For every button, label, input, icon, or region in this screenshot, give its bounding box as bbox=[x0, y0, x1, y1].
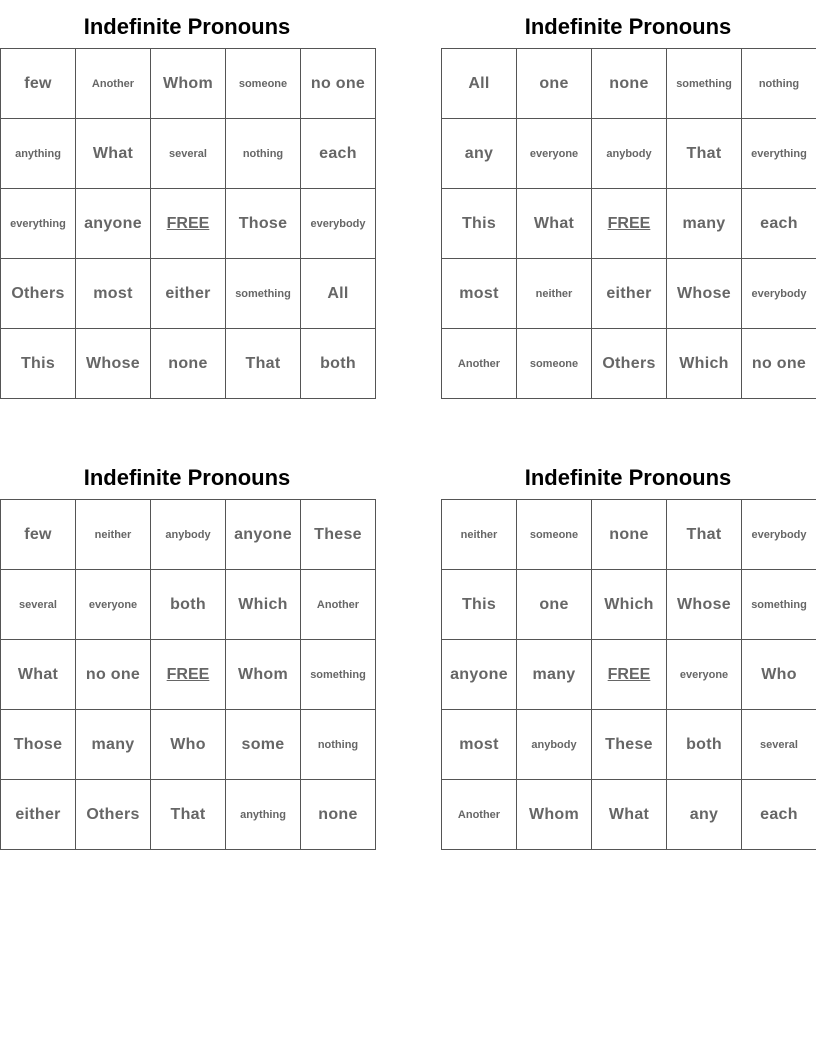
card-title: Indefinite Pronouns bbox=[524, 14, 732, 39]
grid-row bbox=[1, 119, 376, 189]
grid-cell: Others bbox=[76, 780, 151, 850]
grid-row bbox=[1, 640, 376, 710]
grid-row bbox=[442, 49, 816, 119]
grid-cell: Whose bbox=[667, 570, 742, 640]
grid-cell: many bbox=[517, 640, 592, 710]
grid-cell: All bbox=[301, 259, 376, 329]
card-title: Indefinite Pronouns bbox=[83, 14, 291, 39]
grid-row bbox=[1, 780, 376, 850]
grid-cell: either bbox=[592, 259, 667, 329]
grid-cell: What bbox=[76, 119, 151, 189]
grid-cell: any bbox=[667, 780, 742, 850]
card-title: Indefinite Pronouns bbox=[83, 465, 291, 490]
bingo-grid bbox=[0, 499, 376, 850]
grid-cell: everybody bbox=[301, 189, 376, 259]
grid-cell: everyone bbox=[517, 119, 592, 189]
grid-cell: no one bbox=[742, 329, 816, 399]
grid-cell: many bbox=[76, 710, 151, 780]
grid-cell: each bbox=[742, 189, 816, 259]
grid-cell: many bbox=[667, 189, 742, 259]
grid-cell: Another bbox=[442, 329, 517, 399]
free-space-cell bbox=[151, 189, 226, 259]
grid-cell: most bbox=[442, 710, 517, 780]
grid-row bbox=[442, 780, 816, 850]
free-space-label: FREE bbox=[607, 665, 651, 683]
free-space-cell bbox=[151, 640, 226, 710]
grid-row bbox=[1, 259, 376, 329]
grid-cell: no one bbox=[76, 640, 151, 710]
grid-cell: What bbox=[1, 640, 76, 710]
grid-row bbox=[1, 49, 376, 119]
grid-cell: someone bbox=[517, 500, 592, 570]
grid-cell: most bbox=[76, 259, 151, 329]
free-space-cell bbox=[592, 640, 667, 710]
grid-cell: everybody bbox=[742, 500, 816, 570]
grid-row bbox=[442, 329, 816, 399]
grid-row bbox=[1, 570, 376, 640]
grid-cell: nothing bbox=[742, 49, 816, 119]
grid-cell: These bbox=[592, 710, 667, 780]
grid-cell: neither bbox=[517, 259, 592, 329]
grid-cell: Whom bbox=[226, 640, 301, 710]
grid-cell: several bbox=[1, 570, 76, 640]
grid-cell: Which bbox=[667, 329, 742, 399]
grid-cell: Who bbox=[151, 710, 226, 780]
grid-row bbox=[1, 500, 376, 570]
grid-cell: each bbox=[742, 780, 816, 850]
grid-cell: Those bbox=[1, 710, 76, 780]
grid-cell: Others bbox=[592, 329, 667, 399]
grid-cell: several bbox=[151, 119, 226, 189]
grid-cell: anybody bbox=[592, 119, 667, 189]
grid-cell: either bbox=[1, 780, 76, 850]
grid-cell: everyone bbox=[667, 640, 742, 710]
grid-cell: These bbox=[301, 500, 376, 570]
grid-cell: Whom bbox=[517, 780, 592, 850]
grid-cell: none bbox=[592, 49, 667, 119]
grid-cell: one bbox=[517, 570, 592, 640]
grid-row bbox=[442, 500, 816, 570]
grid-row bbox=[442, 119, 816, 189]
grid-cell: Whom bbox=[151, 49, 226, 119]
grid-cell: This bbox=[442, 570, 517, 640]
grid-cell: Others bbox=[1, 259, 76, 329]
grid-cell: everyone bbox=[76, 570, 151, 640]
grid-cell: anyone bbox=[226, 500, 301, 570]
grid-cell: This bbox=[1, 329, 76, 399]
grid-cell: everything bbox=[1, 189, 76, 259]
grid-cell: no one bbox=[301, 49, 376, 119]
grid-cell: most bbox=[442, 259, 517, 329]
grid-cell: none bbox=[301, 780, 376, 850]
grid-cell: That bbox=[151, 780, 226, 850]
bingo-grid bbox=[0, 48, 376, 399]
grid-cell: anything bbox=[226, 780, 301, 850]
grid-cell: Those bbox=[226, 189, 301, 259]
grid-cell: both bbox=[151, 570, 226, 640]
grid-cell: anything bbox=[1, 119, 76, 189]
grid-cell: everybody bbox=[742, 259, 816, 329]
grid-row bbox=[442, 259, 816, 329]
grid-row bbox=[442, 189, 816, 259]
grid-cell: both bbox=[667, 710, 742, 780]
grid-cell: everything bbox=[742, 119, 816, 189]
grid-cell: This bbox=[442, 189, 517, 259]
card-title: Indefinite Pronouns bbox=[524, 465, 732, 490]
grid-row bbox=[442, 710, 816, 780]
grid-cell: Another bbox=[301, 570, 376, 640]
grid-cell: nothing bbox=[301, 710, 376, 780]
free-space-label: FREE bbox=[166, 214, 210, 232]
grid-cell: Which bbox=[226, 570, 301, 640]
grid-row bbox=[442, 640, 816, 710]
bingo-grid bbox=[441, 499, 816, 850]
grid-cell: What bbox=[517, 189, 592, 259]
grid-cell: one bbox=[517, 49, 592, 119]
grid-cell: few bbox=[1, 500, 76, 570]
grid-cell: nothing bbox=[226, 119, 301, 189]
grid-cell: That bbox=[667, 119, 742, 189]
grid-cell: neither bbox=[76, 500, 151, 570]
grid-row bbox=[1, 189, 376, 259]
grid-row bbox=[1, 329, 376, 399]
grid-row bbox=[442, 570, 816, 640]
grid-cell: anyone bbox=[442, 640, 517, 710]
grid-cell: All bbox=[442, 49, 517, 119]
grid-cell: Which bbox=[592, 570, 667, 640]
grid-cell: each bbox=[301, 119, 376, 189]
grid-row bbox=[1, 710, 376, 780]
grid-cell: something bbox=[301, 640, 376, 710]
free-space-label: FREE bbox=[166, 665, 210, 683]
grid-cell: anybody bbox=[151, 500, 226, 570]
grid-cell: That bbox=[226, 329, 301, 399]
grid-cell: some bbox=[226, 710, 301, 780]
bingo-grid bbox=[441, 48, 816, 399]
grid-cell: What bbox=[592, 780, 667, 850]
grid-cell: Who bbox=[742, 640, 816, 710]
grid-cell: something bbox=[226, 259, 301, 329]
grid-cell: someone bbox=[226, 49, 301, 119]
grid-cell: neither bbox=[442, 500, 517, 570]
grid-cell: anybody bbox=[517, 710, 592, 780]
grid-cell: none bbox=[151, 329, 226, 399]
grid-cell: something bbox=[742, 570, 816, 640]
grid-cell: few bbox=[1, 49, 76, 119]
grid-cell: Another bbox=[76, 49, 151, 119]
grid-cell: Another bbox=[442, 780, 517, 850]
grid-cell: both bbox=[301, 329, 376, 399]
grid-cell: none bbox=[592, 500, 667, 570]
grid-cell: either bbox=[151, 259, 226, 329]
free-space-cell bbox=[592, 189, 667, 259]
grid-cell: Whose bbox=[667, 259, 742, 329]
grid-cell: someone bbox=[517, 329, 592, 399]
grid-cell: anyone bbox=[76, 189, 151, 259]
grid-cell: Whose bbox=[76, 329, 151, 399]
grid-cell: any bbox=[442, 119, 517, 189]
grid-cell: several bbox=[742, 710, 816, 780]
free-space-label: FREE bbox=[607, 214, 651, 232]
grid-cell: That bbox=[667, 500, 742, 570]
grid-cell: something bbox=[667, 49, 742, 119]
